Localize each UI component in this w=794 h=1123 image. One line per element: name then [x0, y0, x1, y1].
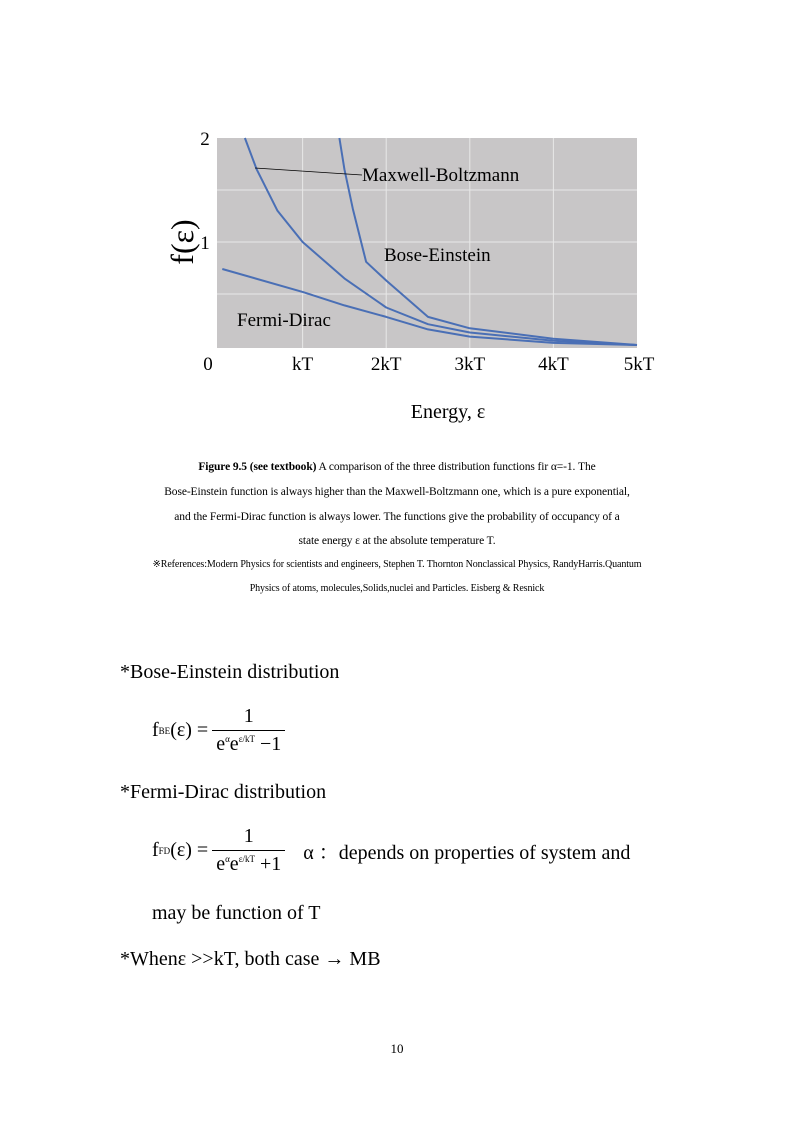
y-tick-label: 1: [200, 233, 210, 254]
formula-subscript: BE: [158, 725, 171, 736]
when-line: *Whenε >>kT, both case → MB: [120, 948, 381, 970]
x-tick-label: 3kT: [454, 354, 486, 375]
caption-text: A comparison of the three distribution functions fir α=-1. The: [316, 461, 596, 473]
label-fermi-dirac: Fermi-Dirac: [237, 310, 331, 331]
x-tick-label: kT: [292, 354, 314, 375]
figure-caption-line-2: Bose-Einstein function is always higher than the Maxwell-Boltzmann one, which is a pure exponential,: [164, 486, 630, 498]
formula-f: f: [152, 839, 159, 861]
formula-arg: (ε) =: [170, 839, 209, 861]
x-tick-label: 0: [203, 354, 213, 375]
y-axis-label: f(ε): [164, 219, 200, 265]
formula-subscript: FD: [158, 845, 171, 856]
x-tick-label: 4kT: [538, 354, 569, 375]
x-tick-label: 2kT: [370, 354, 402, 375]
formula-arg: (ε) =: [170, 719, 209, 741]
figure-caption-line-3: and the Fermi-Dirac function is always lower. The functions give the probability of occupancy of a: [174, 511, 620, 523]
figure-caption-line-4: state energy ε at the absolute temperature T.: [298, 535, 496, 547]
alpha-note: α ：depends on properties of system and: [303, 842, 631, 864]
be-heading: *Bose-Einstein distribution: [120, 661, 340, 683]
fraction: [212, 705, 285, 756]
label-maxwell-boltzmann: Maxwell-Boltzmann: [362, 165, 520, 186]
numerator: 1: [243, 825, 254, 847]
references-line-1: ※References:Modern Physics for scientists and engineers, Stephen T. Thornton Nonclassical Physics, RandyHarris.Quantum: [152, 559, 642, 570]
y-tick-label: 2: [200, 129, 210, 150]
page-number: 10: [390, 1041, 404, 1056]
numerator: 1: [243, 705, 254, 727]
x-tick-label: 5kT: [623, 354, 655, 375]
be-formula: [152, 705, 285, 756]
label-bose-einstein: Bose-Einstein: [384, 245, 491, 266]
fd-heading: *Fermi-Dirac distribution: [120, 781, 327, 803]
denominator: $e^\alpha e^{\varepsilon/kT} -1$: [212, 730, 285, 756]
figure-label: Figure 9.5 (see textbook): [198, 461, 317, 473]
fd-formula: [152, 825, 630, 876]
formula-f: f: [152, 719, 159, 741]
distribution-chart: [0, 0, 794, 440]
denominator: $e^\alpha e^{\varepsilon/kT} +1$: [212, 850, 285, 876]
references-line-2: Physics of atoms, molecules,Solids,nuclei and Particles. Eisberg & Resnick: [249, 583, 545, 594]
alpha-note-continued: may be function of T: [152, 902, 321, 924]
x-axis-label: Energy, ε: [410, 401, 486, 423]
fraction: [212, 825, 285, 876]
figure-caption-line-1: [0, 461, 794, 473]
